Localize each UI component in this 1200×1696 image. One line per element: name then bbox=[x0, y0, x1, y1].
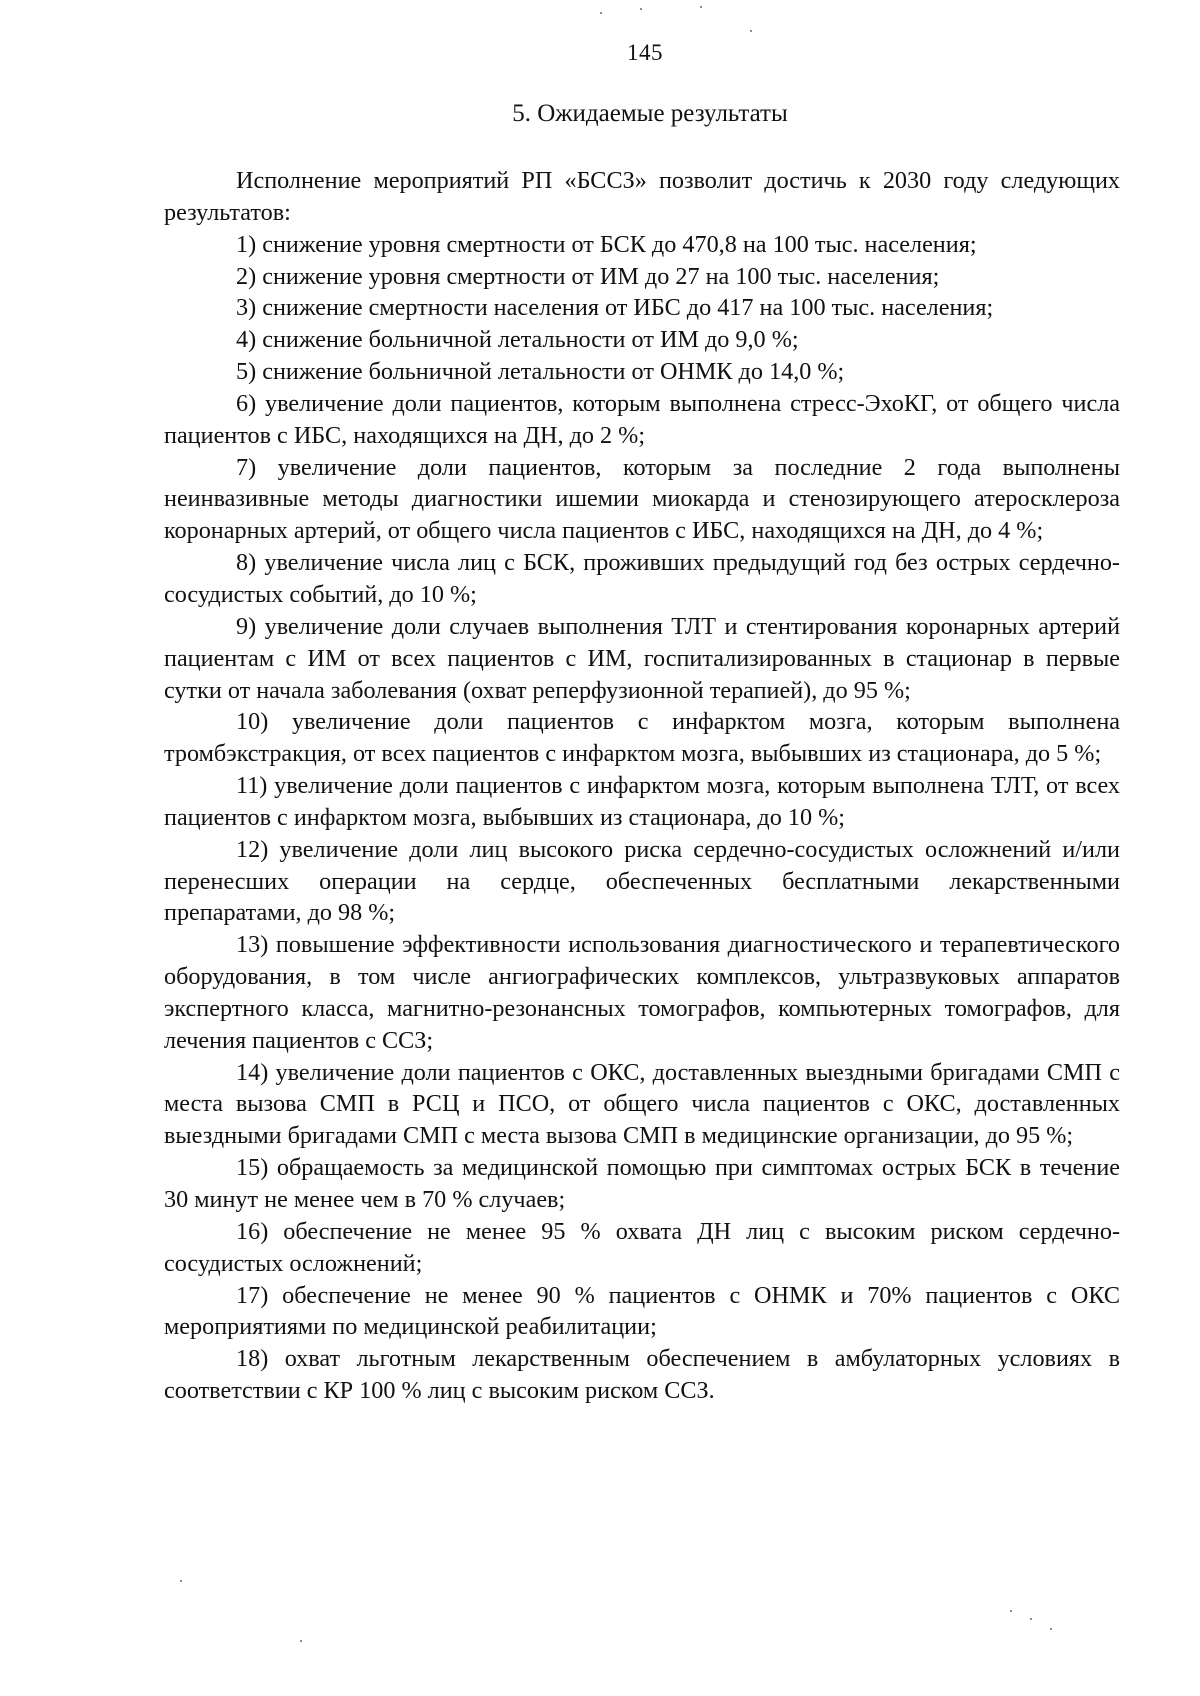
list-item bbox=[164, 1216, 1120, 1280]
list-item bbox=[164, 388, 1120, 452]
item-text: увеличение доли пациентов, которым за последние 2 года выполнены неинвазивные методы диагностики ишемии миокарда и стенозирующего атеросклероза коронарных артерий, от общего числа пациентов с ИБС, находящихся на ДН, до 4 %; bbox=[164, 453, 1120, 545]
list-item bbox=[164, 292, 1120, 324]
item-text: снижение смертности населения от ИБС до 417 на 100 тыс. населения; bbox=[262, 294, 994, 322]
item-number: 1) bbox=[236, 230, 257, 258]
section-title: 5. Ожидаемые результаты bbox=[512, 100, 788, 127]
scan-speck bbox=[600, 12, 602, 14]
item-text: снижение больничной летальности от ИМ до 9,0 %; bbox=[262, 326, 799, 354]
list-item bbox=[164, 324, 1120, 356]
list-item bbox=[164, 452, 1120, 548]
item-number: 7) bbox=[236, 453, 257, 481]
item-number: 9) bbox=[236, 612, 257, 640]
item-text: увеличение числа лиц с БСК, проживших предыдущий год без острых сердечно-сосудистых событий, до 10 %; bbox=[164, 549, 1120, 608]
list-item bbox=[164, 611, 1120, 707]
scan-speck bbox=[750, 30, 752, 32]
item-text: увеличение доли пациентов с инфарктом мозга, которым выполнена тромбэкстракция, от всех пациентов с инфарктом мозга, выбывших из стационара, до 5 %; bbox=[164, 708, 1120, 768]
list-item bbox=[164, 356, 1120, 388]
item-text: обеспечение не менее 95 % охвата ДН лиц с высоким риском сердечно-сосудистых осложнений; bbox=[164, 1217, 1121, 1277]
list-item bbox=[164, 929, 1120, 1056]
list-item bbox=[164, 1152, 1120, 1216]
document-body bbox=[164, 165, 1120, 1407]
scan-speck bbox=[180, 1580, 182, 1582]
item-text: снижение больничной летальности от ОНМК до 14,0 %; bbox=[262, 358, 845, 386]
item-number: 2) bbox=[236, 262, 257, 290]
item-number: 5) bbox=[236, 358, 257, 386]
item-text: увеличение доли пациентов, которым выполнена стресс-ЭхоКГ, от общего числа пациентов с ИБС, находящихся на ДН, до 2 %; bbox=[164, 389, 1121, 449]
item-number: 15) bbox=[236, 1154, 269, 1182]
scan-speck bbox=[640, 8, 642, 10]
item-number: 6) bbox=[236, 389, 257, 417]
list-item bbox=[164, 261, 1120, 293]
item-number: 10) bbox=[236, 708, 269, 736]
page-number: 145 bbox=[627, 40, 663, 65]
item-text: увеличение доли случаев выполнения ТЛТ и стентирования коронарных артерий пациентам с ИМ от всех пациентов с ИМ, госпитализированных в стационар в первые сутки от начала заболевания (охват реперфузионной терапией), до 95 %; bbox=[164, 612, 1121, 704]
item-number: 18) bbox=[236, 1345, 269, 1373]
scan-speck bbox=[1050, 1628, 1052, 1630]
list-item bbox=[164, 1343, 1120, 1407]
list-item bbox=[164, 547, 1120, 611]
list-item bbox=[164, 229, 1120, 261]
list-item bbox=[164, 1280, 1120, 1344]
item-number: 8) bbox=[236, 549, 257, 577]
item-number: 13) bbox=[236, 931, 269, 959]
item-text: снижение уровня смертности от ИМ до 27 на 100 тыс. населения; bbox=[262, 262, 940, 290]
item-text: снижение уровня смертности от БСК до 470,8 на 100 тыс. населения; bbox=[262, 230, 977, 258]
item-number: 3) bbox=[236, 294, 257, 322]
scan-speck bbox=[300, 1640, 302, 1642]
item-text: увеличение доли пациентов с ОКС, доставленных выездными бригадами СМП с места вызова СМП в РСЦ и ПСО, от общего числа пациентов с ОКС, доставленных выездными бригадами СМП с места вызова СМП в медицинские организации, до 95 %; bbox=[164, 1058, 1121, 1150]
list-item bbox=[164, 770, 1120, 834]
item-number: 17) bbox=[236, 1281, 269, 1309]
item-text: увеличение доли лиц высокого риска сердечно-сосудистых осложнений и/или перенесших операции на сердце, обеспеченных бесплатными лекарственными препаратами, до 98 %; bbox=[164, 835, 1120, 927]
list-item bbox=[164, 706, 1120, 770]
scan-speck bbox=[1030, 1618, 1032, 1620]
item-text: обеспечение не менее 90 % пациентов с ОНМК и 70% пациентов с ОКС мероприятиями по медицинской реабилитации; bbox=[164, 1281, 1121, 1341]
intro-paragraph: Исполнение мероприятий РП «БССЗ» позволит достичь к 2030 году следующих результатов: bbox=[164, 167, 1120, 226]
list-item bbox=[164, 1057, 1120, 1153]
item-text: увеличение доли пациентов с инфарктом мозга, которым выполнена ТЛТ, от всех пациентов с инфарктом мозга, выбывших из стационара, до 10 %; bbox=[164, 772, 1121, 831]
item-number: 14) bbox=[236, 1058, 269, 1086]
list-item bbox=[164, 834, 1120, 930]
item-text: обращаемость за медицинской помощью при симптомах острых БСК в течение 30 минут не менее чем в 70 % случаев; bbox=[164, 1154, 1121, 1213]
item-number: 12) bbox=[236, 835, 269, 863]
item-number: 16) bbox=[236, 1217, 269, 1245]
scan-speck bbox=[1010, 1610, 1012, 1612]
scan-speck bbox=[700, 6, 702, 8]
item-text: повышение эффективности использования диагностического и терапевтического оборудования, в том числе ангиографических комплексов, ультразвуковых аппаратов экспертного класса, магнитно-резонансных томографов, компьютерных томографов, для лечения пациентов с ССЗ; bbox=[164, 931, 1120, 1054]
item-number: 11) bbox=[236, 772, 268, 800]
item-text: охват льготным лекарственным обеспечением в амбулаторных условиях в соответствии с КР 100 % лиц с высоким риском ССЗ. bbox=[164, 1345, 1120, 1405]
item-number: 4) bbox=[236, 326, 257, 354]
